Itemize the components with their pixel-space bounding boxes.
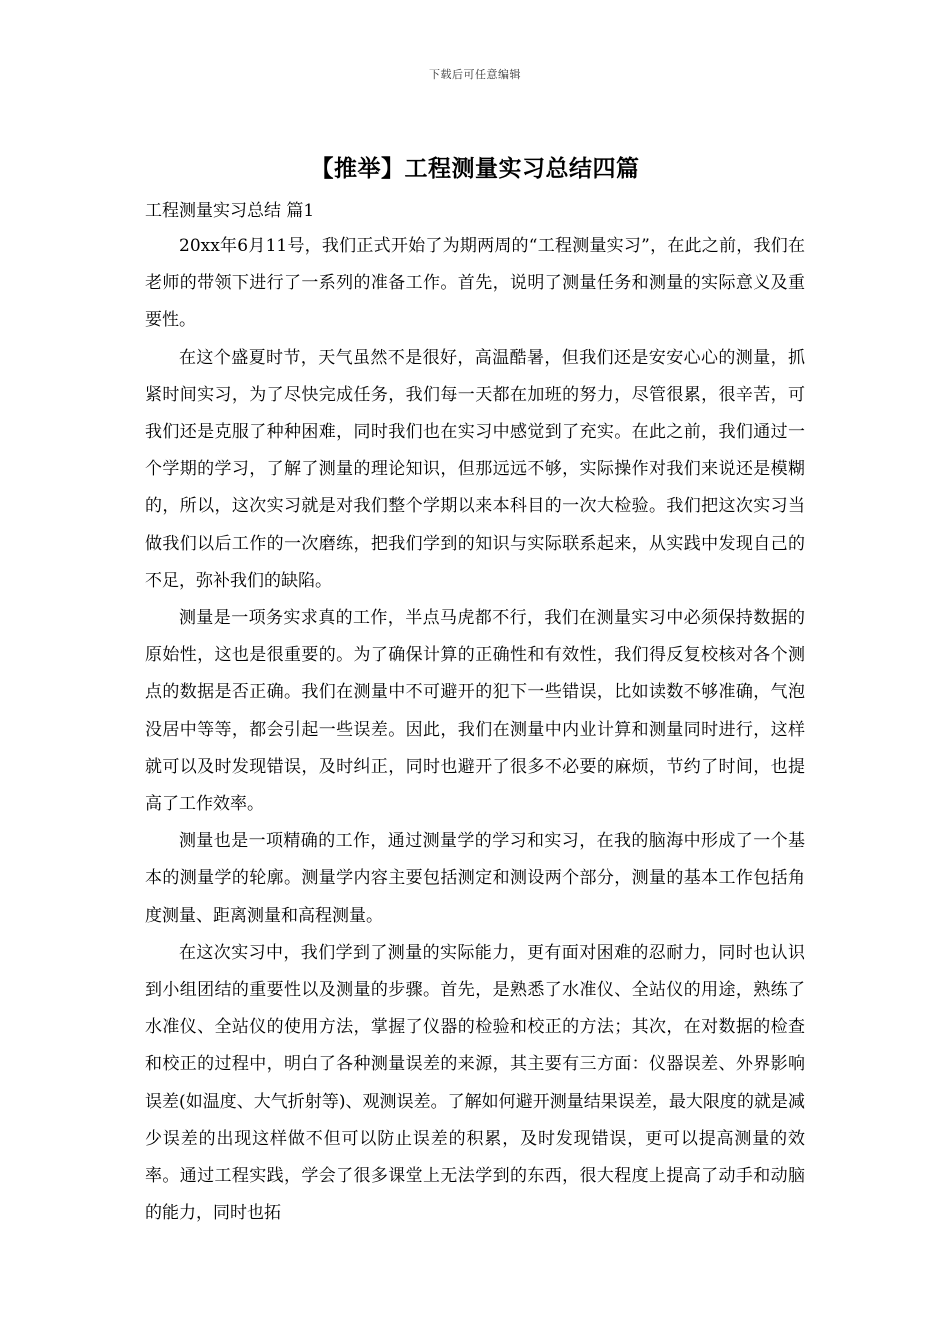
paragraph-1: 20xx年6月11号，我们正式开始了为期两周的“工程测量实习”，在此之前，我们在老师的带领下进行了一系列的准备工作。首先，说明了测量任务和测量的实际意义及重要性。 — [145, 236, 805, 331]
section-heading: 工程测量实习总结 篇1 — [145, 201, 315, 221]
paragraph-3: 测量是一项务实求真的工作，半点马虎都不行，我们在测量实习中必须保持数据的原始性，这也是很重要的。为了确保计算的正确性和有效性，我们得反复校核对各个测点的数据是否正确。我们在测量中不可避开的犯下一些错误，比如读数不够准确，气泡没居中等等，都会引起一些误差。因此，我们在测量中内业计算和测量同时进行，这样就可以及时发现错误，及时纠正，同时也避开了很多不必要的麻烦，节约了时间，也提高了工作效率。 — [145, 608, 805, 815]
document-body — [145, 197, 805, 1232]
paragraph-5: 在这次实习中，我们学到了测量的实际能力，更有面对困难的忍耐力，同时也认识到小组团结的重要性以及测量的步骤。首先，是熟悉了水准仪、全站仪的用途，熟练了水准仪、全站仪的使用方法，掌握了仪器的检验和校正的方法；其次，在对数据的检查和校正的过程中，明白了各种测量误差的来源，其主要有三方面：仪器误差、外界影响误差(如温度、大气折射等)、观测误差。了解如何避开测量结果误差，最大限度的就是减少误差的出现这样做不但可以防止误差的积累，及时发现错误，更可以提高测量的效率。通过工程实践，学会了很多课堂上无法学到的东西，很大程度上提高了动手和动脑的能力，同时也拓 — [145, 942, 805, 1224]
paragraph-4: 测量也是一项精确的工作，通过测量学的学习和实习，在我的脑海中形成了一个基本的测量学的轮廓。测量学内容主要包括测定和测设两个部分，测量的基本工作包括角度测量、距离测量和高程测量。 — [145, 831, 805, 926]
paragraph-2: 在这个盛夏时节，天气虽然不是很好，高温酷暑，但我们还是安安心心的测量，抓紧时间实习，为了尽快完成任务，我们每一天都在加班的努力，尽管很累，很辛苦，可我们还是克服了种种困难，同时我们也在实习中感觉到了充实。在此之前，我们通过一个学期的学习，了解了测量的理论知识，但那远远不够，实际操作对我们来说还是模糊的，所以，这次实习就是对我们整个学期以来本科目的一次大检验。我们把这次实习当做我们以后工作的一次磨练，把我们学到的知识与实际联系起来，从实践中发现自己的不足，弥补我们的缺陷。 — [145, 347, 805, 591]
document-title: 【推举】工程测量实习总结四篇 — [310, 155, 640, 182]
header-note: 下载后可任意编辑 — [429, 68, 521, 81]
